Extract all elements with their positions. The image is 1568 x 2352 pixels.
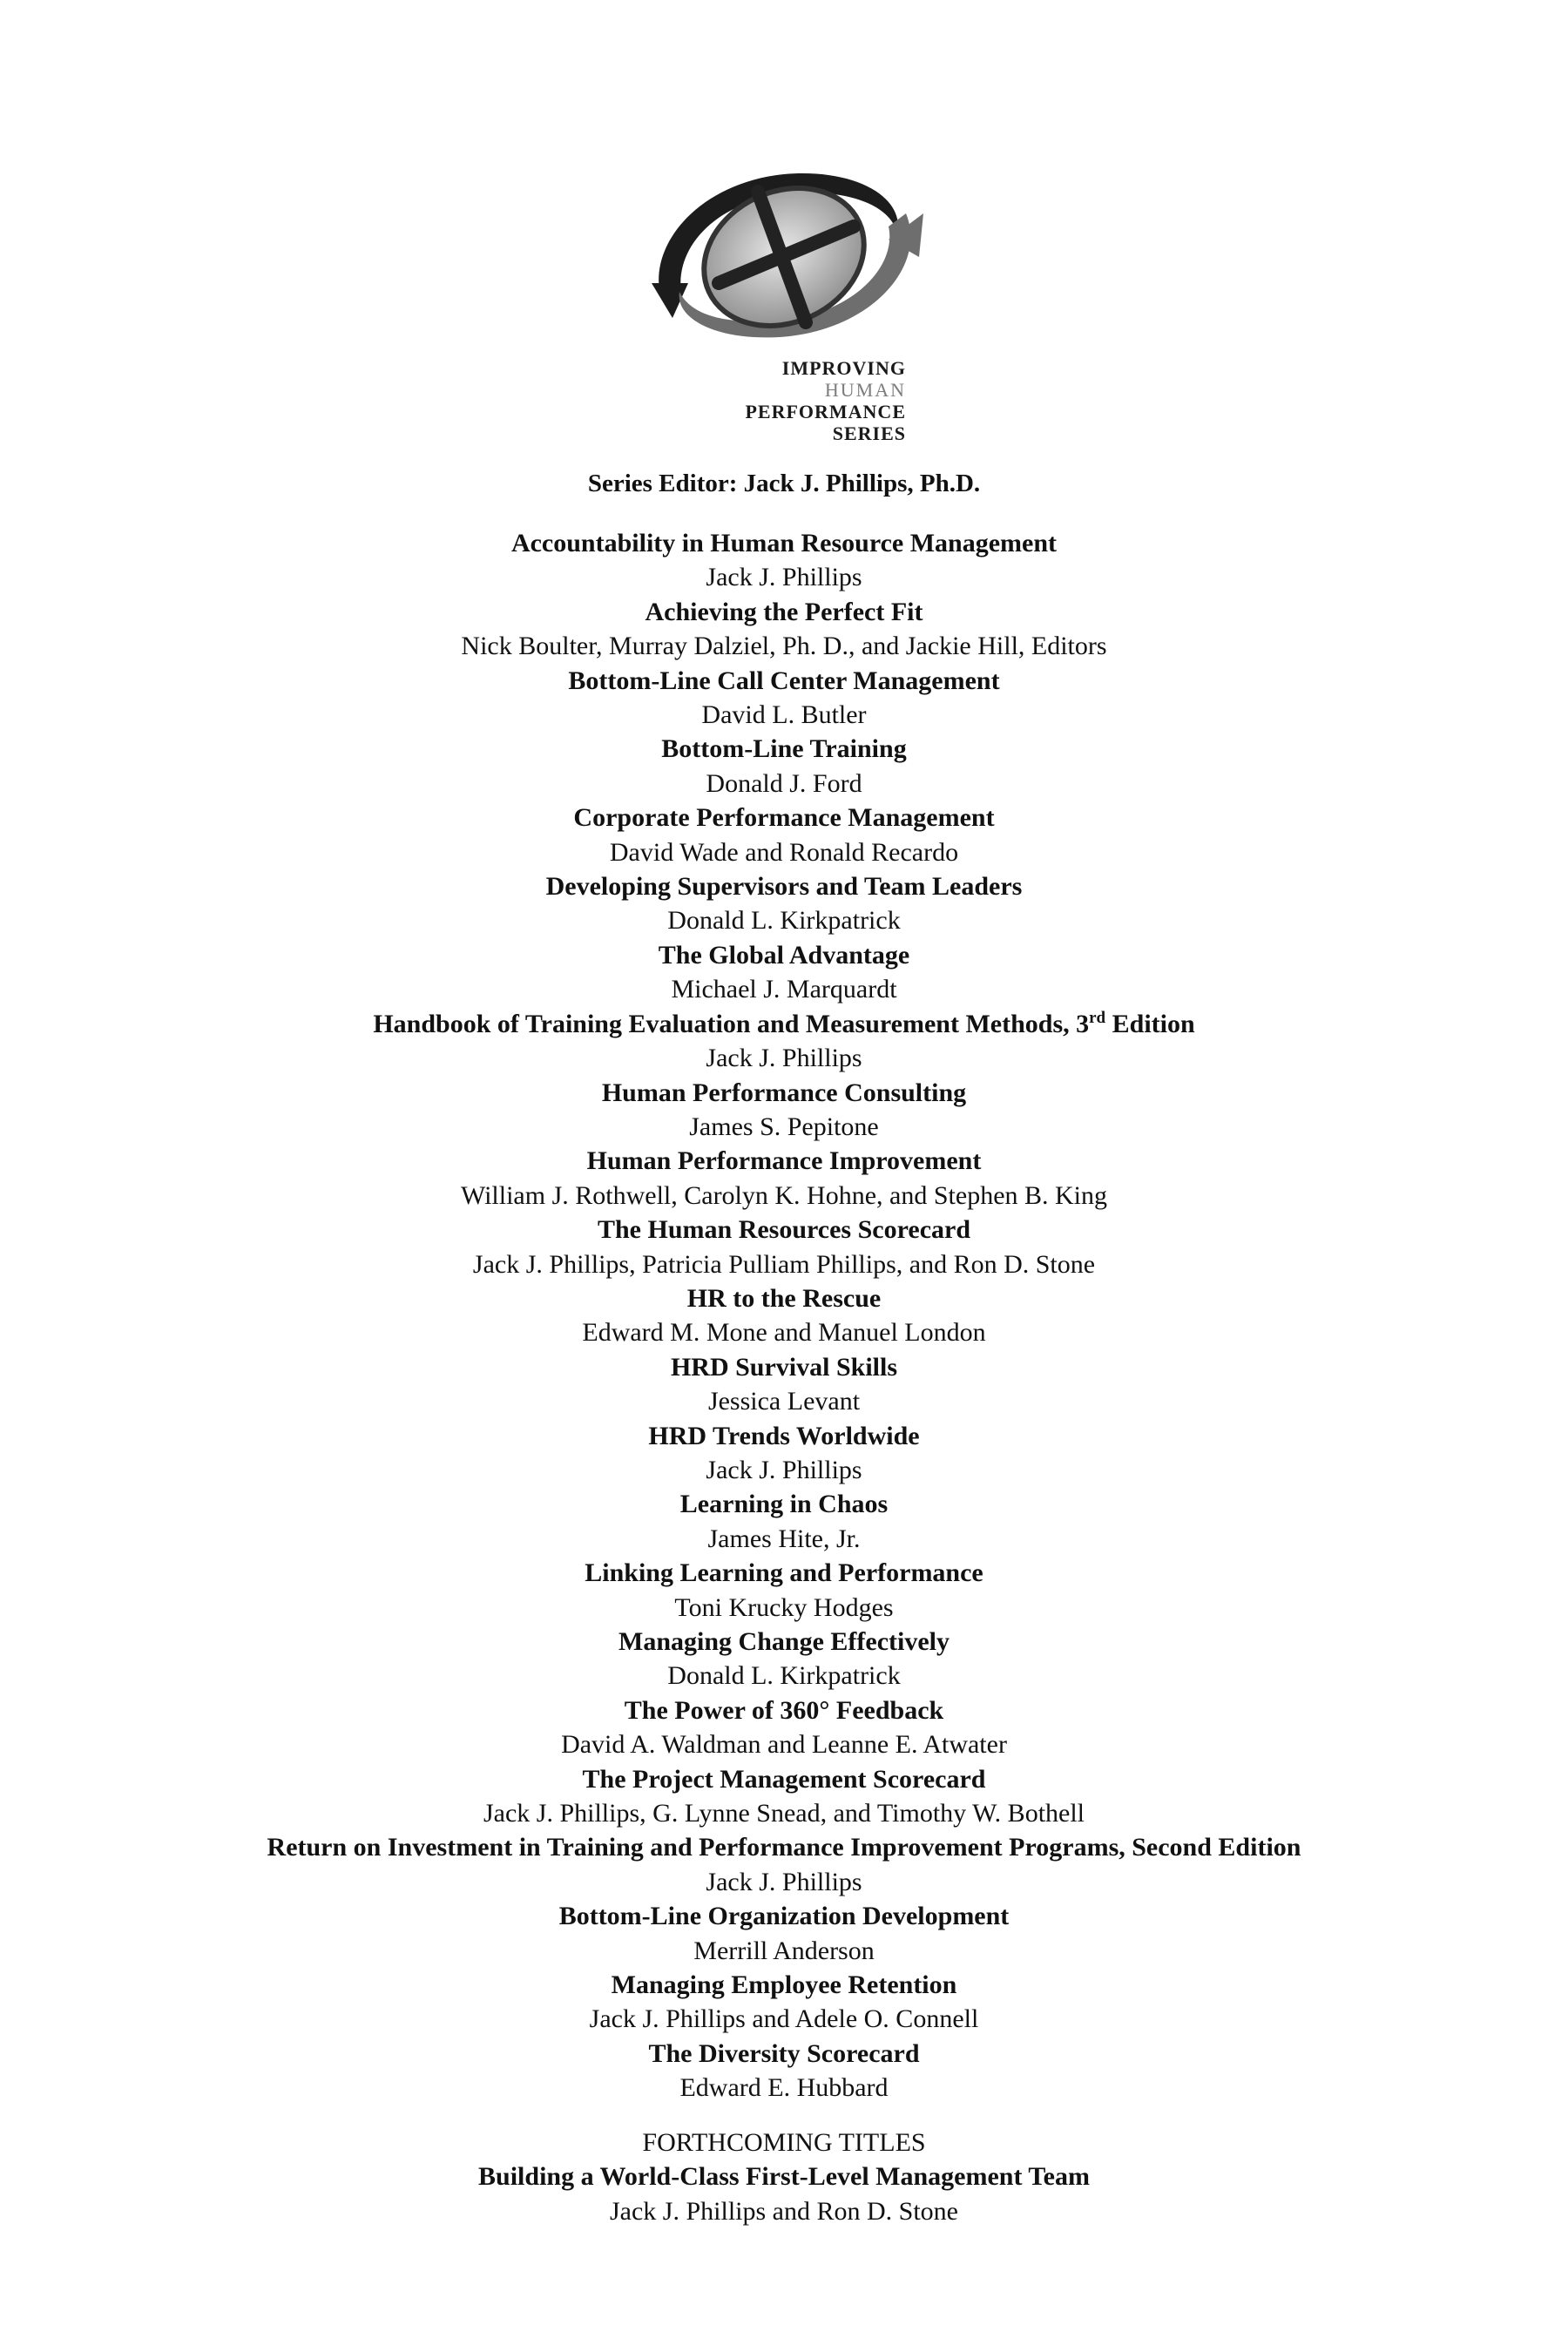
series-wordmark-line1: IMPROVING bbox=[781, 357, 906, 379]
book-entry bbox=[0, 526, 1568, 595]
book-entry bbox=[0, 2037, 1568, 2105]
book-entry bbox=[0, 595, 1568, 664]
book-title: Corporate Performance Management bbox=[573, 803, 995, 833]
book-entry bbox=[0, 732, 1568, 801]
book-title: The Diversity Scorecard bbox=[648, 2038, 920, 2068]
series-wordmark-line4: SERIES bbox=[832, 422, 906, 444]
book-title: The Human Resources Scorecard bbox=[597, 1215, 971, 1245]
book-entry bbox=[0, 1830, 1568, 1899]
book-title: Bottom-Line Organization Development bbox=[558, 1902, 1010, 1931]
book-title: HRD Survival Skills bbox=[670, 1352, 898, 1382]
book-entry bbox=[0, 1625, 1568, 1693]
book-title: Return on Investment in Training and Performance Improvement Programs, Second Edition bbox=[267, 1833, 1301, 1862]
book-author: James Hite, Jr. bbox=[707, 1524, 861, 1553]
book-author: Toni Krucky Hodges bbox=[674, 1592, 894, 1622]
book-entry bbox=[0, 1899, 1568, 1968]
book-title-sup: rd bbox=[1089, 1008, 1106, 1027]
book-author: Edward M. Mone and Manuel London bbox=[582, 1318, 986, 1348]
book-author: Jack J. Phillips, Patricia Pulliam Phillips, and Ron D. Stone bbox=[472, 1249, 1096, 1279]
book-entry bbox=[0, 1076, 1568, 1145]
forthcoming-heading: FORTHCOMING TITLES bbox=[642, 2128, 926, 2157]
book-entry bbox=[0, 664, 1568, 733]
book-entry bbox=[0, 1281, 1568, 1350]
series-wordmark bbox=[688, 357, 906, 444]
book-author: Michael J. Marquardt bbox=[671, 975, 897, 1004]
book-title: The Global Advantage bbox=[658, 940, 910, 970]
book-author: Donald L. Kirkpatrick bbox=[667, 1661, 901, 1691]
book-author: Donald J. Ford bbox=[706, 768, 862, 798]
book-title: Linking Learning and Performance bbox=[585, 1558, 983, 1588]
book-title: The Power of 360° Feedback bbox=[624, 1695, 944, 1725]
book-title bbox=[0, 1007, 1568, 1041]
book-title: Human Performance Consulting bbox=[601, 1078, 967, 1107]
forthcoming-section bbox=[0, 2126, 1568, 2228]
book-author: Jack J. Phillips bbox=[706, 1867, 862, 1896]
book-author: James S. Pepitone bbox=[689, 1112, 879, 1141]
book-title: Learning in Chaos bbox=[679, 1490, 889, 1519]
book-title: Achieving the Perfect Fit bbox=[645, 597, 923, 626]
book-list bbox=[0, 526, 1568, 2105]
book-author: Donald L. Kirkpatrick bbox=[667, 906, 901, 936]
book-title: Managing Employee Retention bbox=[611, 1970, 957, 2000]
book-author: David Wade and Ronald Recardo bbox=[609, 837, 959, 867]
book-entry bbox=[0, 1693, 1568, 1762]
book-entry bbox=[0, 1213, 1568, 1281]
book-author: Nick Boulter, Murray Dalziel, Ph. D., and Jackie Hill, Editors bbox=[461, 632, 1107, 661]
book-title-main: Handbook of Training Evaluation and Measurement Methods, 3 bbox=[373, 1009, 1090, 1038]
book-author: David L. Butler bbox=[701, 700, 867, 730]
book-title: Human Performance Improvement bbox=[586, 1146, 982, 1176]
book-title: HRD Trends Worldwide bbox=[648, 1421, 920, 1450]
series-editor: Series Editor: Jack J. Phillips, Ph.D. bbox=[587, 470, 981, 497]
book-title: Bottom-Line Training bbox=[661, 734, 907, 764]
forthcoming-author: Jack J. Phillips and Ron D. Stone bbox=[609, 2196, 958, 2226]
series-wordmark-line3: PERFORMANCE bbox=[745, 401, 906, 422]
book-author: Jessica Levant bbox=[707, 1387, 861, 1416]
book-author: Merrill Anderson bbox=[693, 1936, 875, 1965]
book-title: The Project Management Scorecard bbox=[582, 1764, 986, 1794]
book-title: HR to the Rescue bbox=[686, 1283, 882, 1313]
book-title: Developing Supervisors and Team Leaders bbox=[545, 872, 1023, 902]
book-entry bbox=[0, 1007, 1568, 1076]
book-author: Jack J. Phillips bbox=[706, 563, 862, 592]
book-entry bbox=[0, 1487, 1568, 1556]
forthcoming-title: Building a World-Class First-Level Management Team bbox=[478, 2162, 1090, 2192]
book-author: Jack J. Phillips bbox=[706, 1455, 862, 1484]
book-entry bbox=[0, 869, 1568, 938]
book-author: William J. Rothwell, Carolyn K. Hohne, and Stephen B. King bbox=[460, 1180, 1108, 1210]
book-author: David A. Waldman and Leanne E. Atwater bbox=[561, 1730, 1007, 1760]
book-author: Jack J. Phillips and Adele O. Connell bbox=[589, 2004, 979, 2034]
series-wordmark-line2: HUMAN bbox=[824, 379, 906, 401]
book-entry bbox=[0, 1350, 1568, 1419]
book-entry bbox=[0, 1419, 1568, 1488]
book-entry bbox=[0, 1144, 1568, 1213]
book-title-after: Edition bbox=[1105, 1009, 1195, 1038]
book-author: Jack J. Phillips, G. Lynne Snead, and Timothy W. Bothell bbox=[483, 1799, 1085, 1828]
book-entry bbox=[0, 938, 1568, 1007]
book-title: Accountability in Human Resource Management bbox=[510, 529, 1058, 558]
book-title: Bottom-Line Call Center Management bbox=[568, 666, 1000, 695]
book-author: Jack J. Phillips bbox=[706, 1044, 862, 1073]
book-entry bbox=[0, 1762, 1568, 1831]
book-author: Edward E. Hubbard bbox=[679, 2073, 889, 2103]
book-entry bbox=[0, 1968, 1568, 2037]
series-logo-icon bbox=[627, 152, 941, 362]
book-entry bbox=[0, 1556, 1568, 1625]
book-title: Managing Change Effectively bbox=[618, 1627, 950, 1656]
book-entry bbox=[0, 801, 1568, 869]
